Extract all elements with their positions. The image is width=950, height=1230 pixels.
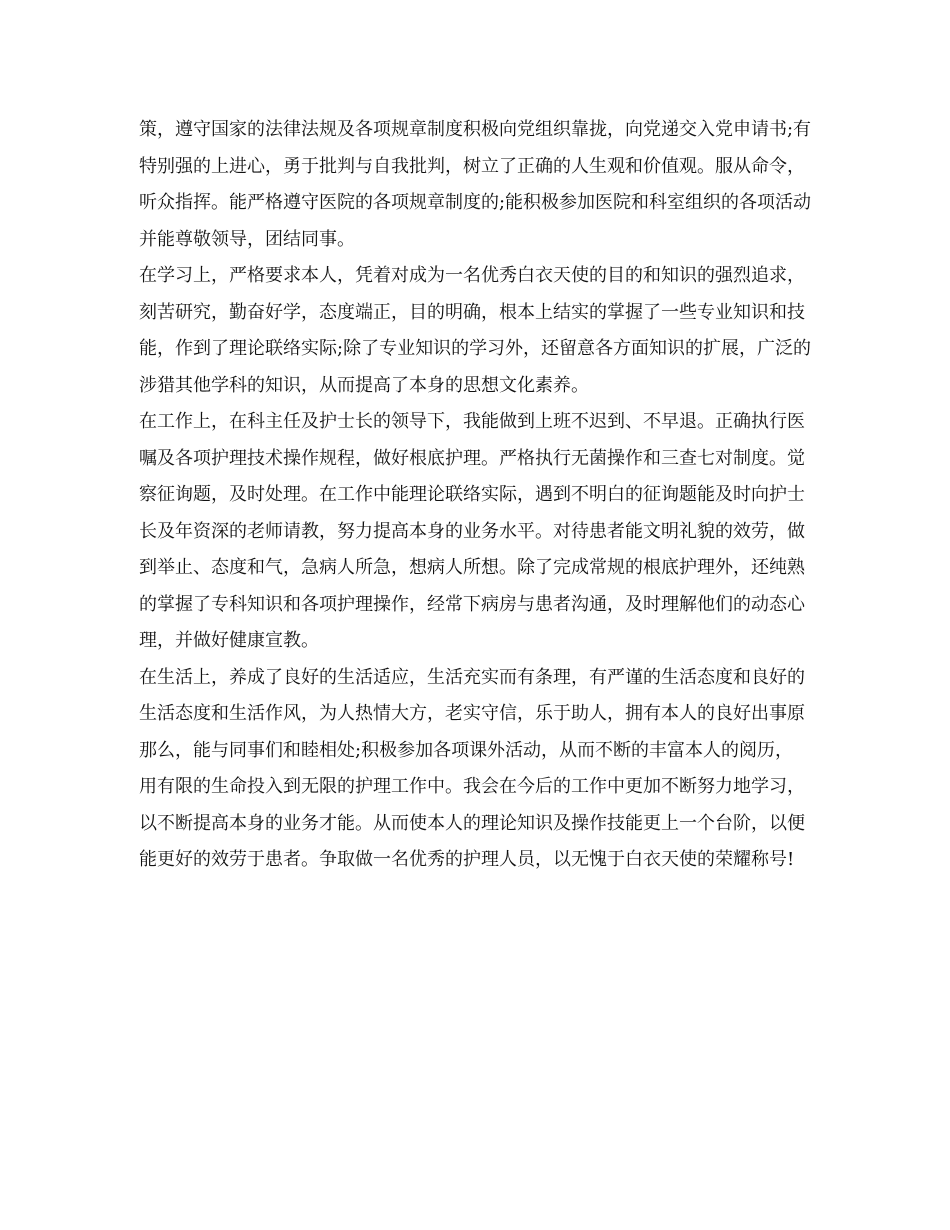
paragraph-4: 在生活上，养成了良好的生活适应，生活充实而有条理，有严谨的生活态度和良好的生活态度和生活作风，为人热情大方，老实守信，乐于助人，拥有本人的良好出事原那么，能与同事们和睦相处;积极参加各项课外活动，从而不断的丰富本人的阅历，	[139, 666, 805, 761]
paragraph-5: 用有限的生命投入到无限的护理工作中。我会在今后的工作中更加不断努力地学习，以不断提高本身的业务才能。从而使本人的理论知识及操作技能更上一个台阶，以便能更好的效劳于患者。争取做一名优秀的护理人员，以无愧于白衣天使的荣耀称号!	[139, 776, 805, 870]
document-body	[139, 112, 821, 879]
paragraph-2: 在学习上，严格要求本人，凭着对成为一名优秀白衣天使的目的和知识的强烈追求，刻苦研究，勤奋好学，态度端正，目的明确，根本上结实的掌握了一些专业知识和技能，作到了理论联络实际;除了专业知识的学习外，还留意各方面知识的扩展，广泛的涉猎其他学科的知识，从而提高了本身的思想文化素养。	[139, 265, 812, 396]
paragraph-3: 在工作上，在科主任及护士长的领导下，我能做到上班不迟到、不早退。正确执行医嘱及各项护理技术操作规程，做好根底护理。严格执行无菌操作和三查七对制度。觉察征询题，及时处理。在工作中能理论联络实际，遇到不明白的征询题能及时向护士长及年资深的老师请教，努力提高本身的业务水平。对待患者能文明礼貌的效劳，做到举止、态度和气，急病人所急，想病人所想。除了完成常规的根底护理外，还纯熟的掌握了专科知识和各项护理操作，经常下病房与患者沟通，及时理解他们的动态心理，并做好健康宣教。	[139, 411, 805, 651]
paragraph-1: 策，遵守国家的法律法规及各项规章制度积极向党组织靠拢，向党递交入党申请书;有特别强的上进心，勇于批判与自我批判，树立了正确的人生观和价值观。服从命令，听众指挥。能严格遵守医院的各项规章制度的;能积极参加医院和科室组织的各项活动并能尊敬领导，团结同事。	[139, 119, 812, 250]
